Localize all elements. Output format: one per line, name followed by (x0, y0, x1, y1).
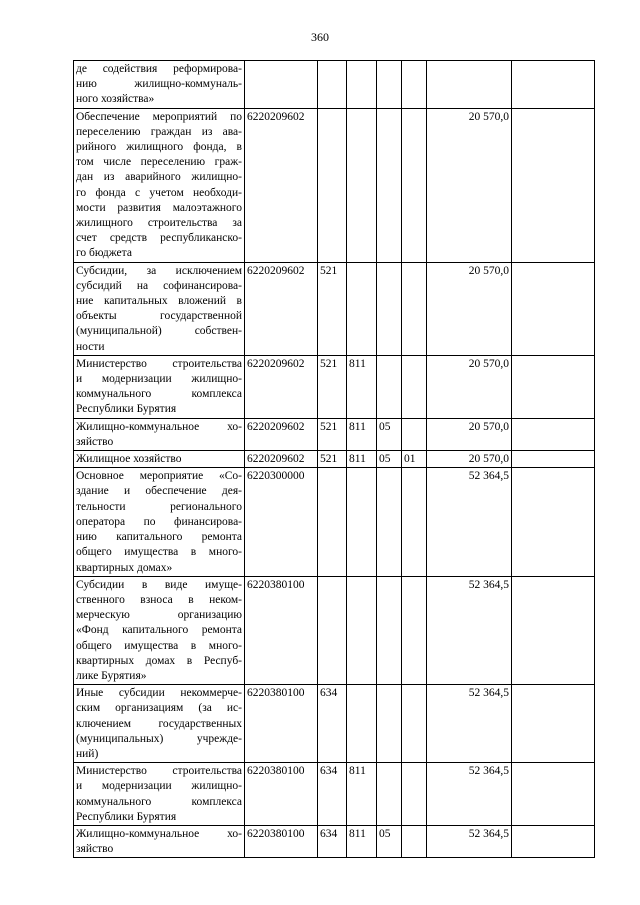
item-name-line: го фонда с учетом необходи- (76, 186, 242, 199)
ministry-code-cell (347, 61, 377, 109)
item-name-line: де содействия реформирова- (76, 63, 242, 75)
section-cell (377, 108, 402, 262)
expense-type-cell: 634 (318, 763, 347, 826)
item-name-cell (74, 61, 245, 109)
item-name-line: ного хозяйства» (76, 93, 155, 106)
item-name-line: общего имущества в много- (76, 639, 242, 652)
item-name-cell (74, 825, 245, 857)
expense-type-cell: 521 (318, 355, 347, 418)
target-code-cell: 6220380100 (245, 763, 318, 826)
amount-cell: 20 570,0 (427, 108, 512, 262)
table-row (74, 685, 595, 763)
item-name-line: оператора по финансирова- (76, 515, 242, 528)
expense-type-cell: 521 (318, 451, 347, 468)
subsection-cell (402, 262, 427, 355)
item-name-cell (74, 576, 245, 684)
page-number: 360 (311, 30, 329, 44)
item-name-line: здание и обеспечение дея- (76, 485, 242, 498)
extra-cell (512, 576, 595, 684)
item-name-line: Субсидии, за исключением (76, 264, 242, 277)
section-cell (377, 355, 402, 418)
amount-cell: 20 570,0 (427, 355, 512, 418)
item-name-line: коммунального комплекса (76, 388, 242, 401)
item-name-cell (74, 355, 245, 418)
table-row (74, 468, 595, 576)
item-name-cell (74, 262, 245, 355)
target-code-cell: 6220209602 (245, 355, 318, 418)
ministry-code-cell: 811 (347, 825, 377, 857)
ministry-code-cell (347, 468, 377, 576)
item-name-line: Жилищно-коммунальное хо- (76, 420, 242, 433)
item-name-line: Субсидии в виде имуще- (76, 578, 242, 591)
subsection-cell (402, 468, 427, 576)
item-name-line: Министерство строительства (76, 765, 242, 778)
ministry-code-cell: 811 (347, 763, 377, 826)
target-code-cell: 6220300000 (245, 468, 318, 576)
item-name-line: жилищного строительства за (76, 217, 242, 230)
subsection-cell (402, 355, 427, 418)
item-name-line: лике Бурятия» (76, 669, 147, 682)
item-name-line: том числе переселению граж- (76, 156, 242, 169)
section-cell: 05 (377, 418, 402, 450)
subsection-cell (402, 61, 427, 109)
item-name-line: ности (76, 340, 105, 353)
item-name-line: Иные субсидии некоммерче- (76, 687, 242, 700)
extra-cell (512, 825, 595, 857)
ministry-code-cell: 811 (347, 418, 377, 450)
expense-type-cell: 521 (318, 418, 347, 450)
item-name-line: и модернизации жилищно- (76, 373, 242, 386)
table-row (74, 108, 595, 262)
item-name-line: ственного взноса в неком- (76, 593, 242, 606)
ministry-code-cell (347, 685, 377, 763)
item-name-line: нию капитального ремонта (76, 531, 242, 544)
item-name-line: Республики Бурятия (76, 403, 177, 416)
item-name-line: ний) (76, 747, 99, 760)
amount-cell: 20 570,0 (427, 451, 512, 468)
subsection-cell: 01 (402, 451, 427, 468)
item-name-line: (муниципальной) собствен- (76, 325, 242, 338)
extra-cell (512, 262, 595, 355)
extra-cell (512, 685, 595, 763)
target-code-cell: 6220380100 (245, 685, 318, 763)
expense-type-cell (318, 61, 347, 109)
item-name-line: го бюджета (76, 247, 132, 260)
item-name-line: квартирных домах в Респуб- (76, 654, 242, 667)
item-name-cell (74, 451, 245, 468)
section-cell: 05 (377, 825, 402, 857)
subsection-cell (402, 108, 427, 262)
item-name-line: ским организациям (за ис- (76, 702, 242, 715)
item-name-line: переселению граждан из ава- (76, 125, 242, 138)
subsection-cell (402, 685, 427, 763)
amount-cell (427, 61, 512, 109)
section-cell (377, 763, 402, 826)
item-name-line: мости развития малоэтажного (76, 201, 242, 214)
item-name-line: «Фонд капитального ремонта (76, 624, 242, 637)
table-row (74, 61, 595, 109)
target-code-cell: 6220209602 (245, 108, 318, 262)
ministry-code-cell (347, 262, 377, 355)
item-name-line: Министерство строительства (76, 357, 242, 370)
item-name-line: Обеспечение мероприятий по (76, 110, 242, 123)
item-name-cell (74, 685, 245, 763)
item-name-line: дан из аварийного жилищно- (76, 171, 242, 184)
item-name-line: объекты государственной (76, 310, 242, 323)
item-name-line: ключением государственных (76, 717, 242, 730)
subsection-cell (402, 825, 427, 857)
section-cell (377, 262, 402, 355)
item-name-line: рийного жилищного фонда, в (76, 141, 242, 154)
ministry-code-cell: 811 (347, 451, 377, 468)
extra-cell (512, 108, 595, 262)
budget-table (73, 60, 595, 858)
item-name-line: Жилищно-коммунальное хо- (76, 827, 242, 840)
expense-type-cell: 634 (318, 685, 347, 763)
table-row (74, 355, 595, 418)
item-name-line: Жилищное хозяйство (76, 453, 182, 466)
target-code-cell (245, 61, 318, 109)
extra-cell (512, 355, 595, 418)
expense-type-cell: 521 (318, 262, 347, 355)
amount-cell: 52 364,5 (427, 825, 512, 857)
expense-type-cell (318, 108, 347, 262)
amount-cell: 52 364,5 (427, 685, 512, 763)
table-row (74, 825, 595, 857)
expense-type-cell (318, 576, 347, 684)
amount-cell: 20 570,0 (427, 262, 512, 355)
table-row (74, 262, 595, 355)
expense-type-cell: 634 (318, 825, 347, 857)
item-name-line: Республики Бурятия (76, 810, 177, 823)
ministry-code-cell (347, 576, 377, 684)
target-code-cell: 6220209602 (245, 418, 318, 450)
item-name-cell (74, 108, 245, 262)
table-row (74, 418, 595, 450)
ministry-code-cell: 811 (347, 355, 377, 418)
amount-cell: 52 364,5 (427, 763, 512, 826)
item-name-cell (74, 418, 245, 450)
item-name-line: Основное мероприятие «Со- (76, 470, 242, 483)
section-cell (377, 576, 402, 684)
item-name-line: тельности регионального (76, 500, 242, 513)
section-cell (377, 685, 402, 763)
expense-type-cell (318, 468, 347, 576)
target-code-cell: 6220209602 (245, 262, 318, 355)
target-code-cell: 6220380100 (245, 576, 318, 684)
item-name-line: субсидий на софинансирова- (76, 279, 242, 292)
extra-cell (512, 763, 595, 826)
target-code-cell: 6220209602 (245, 451, 318, 468)
ministry-code-cell (347, 108, 377, 262)
amount-cell: 20 570,0 (427, 418, 512, 450)
table-row (74, 576, 595, 684)
subsection-cell (402, 576, 427, 684)
section-cell: 05 (377, 451, 402, 468)
item-name-line: общего имущества в много- (76, 546, 242, 559)
item-name-line: мерческую организацию (76, 609, 242, 622)
target-code-cell: 6220380100 (245, 825, 318, 857)
extra-cell (512, 61, 595, 109)
item-name-line: зяйство (76, 435, 114, 448)
item-name-cell (74, 468, 245, 576)
item-name-line: квартирных домах» (76, 561, 173, 574)
item-name-line: счет средств республиканско- (76, 232, 242, 245)
item-name-line: и модернизации жилищно- (76, 780, 242, 793)
item-name-line: нию жилищно-коммуналь- (76, 78, 242, 91)
extra-cell (512, 468, 595, 576)
subsection-cell (402, 763, 427, 826)
table-row (74, 763, 595, 826)
table-row (74, 451, 595, 468)
item-name-cell (74, 763, 245, 826)
extra-cell (512, 451, 595, 468)
section-cell (377, 468, 402, 576)
amount-cell: 52 364,5 (427, 468, 512, 576)
item-name-line: коммунального комплекса (76, 795, 242, 808)
subsection-cell (402, 418, 427, 450)
section-cell (377, 61, 402, 109)
item-name-line: ние капитальных вложений в (76, 295, 242, 308)
amount-cell: 52 364,5 (427, 576, 512, 684)
item-name-line: (муниципальных) учрежде- (76, 732, 242, 745)
extra-cell (512, 418, 595, 450)
item-name-line: зяйство (76, 843, 114, 856)
